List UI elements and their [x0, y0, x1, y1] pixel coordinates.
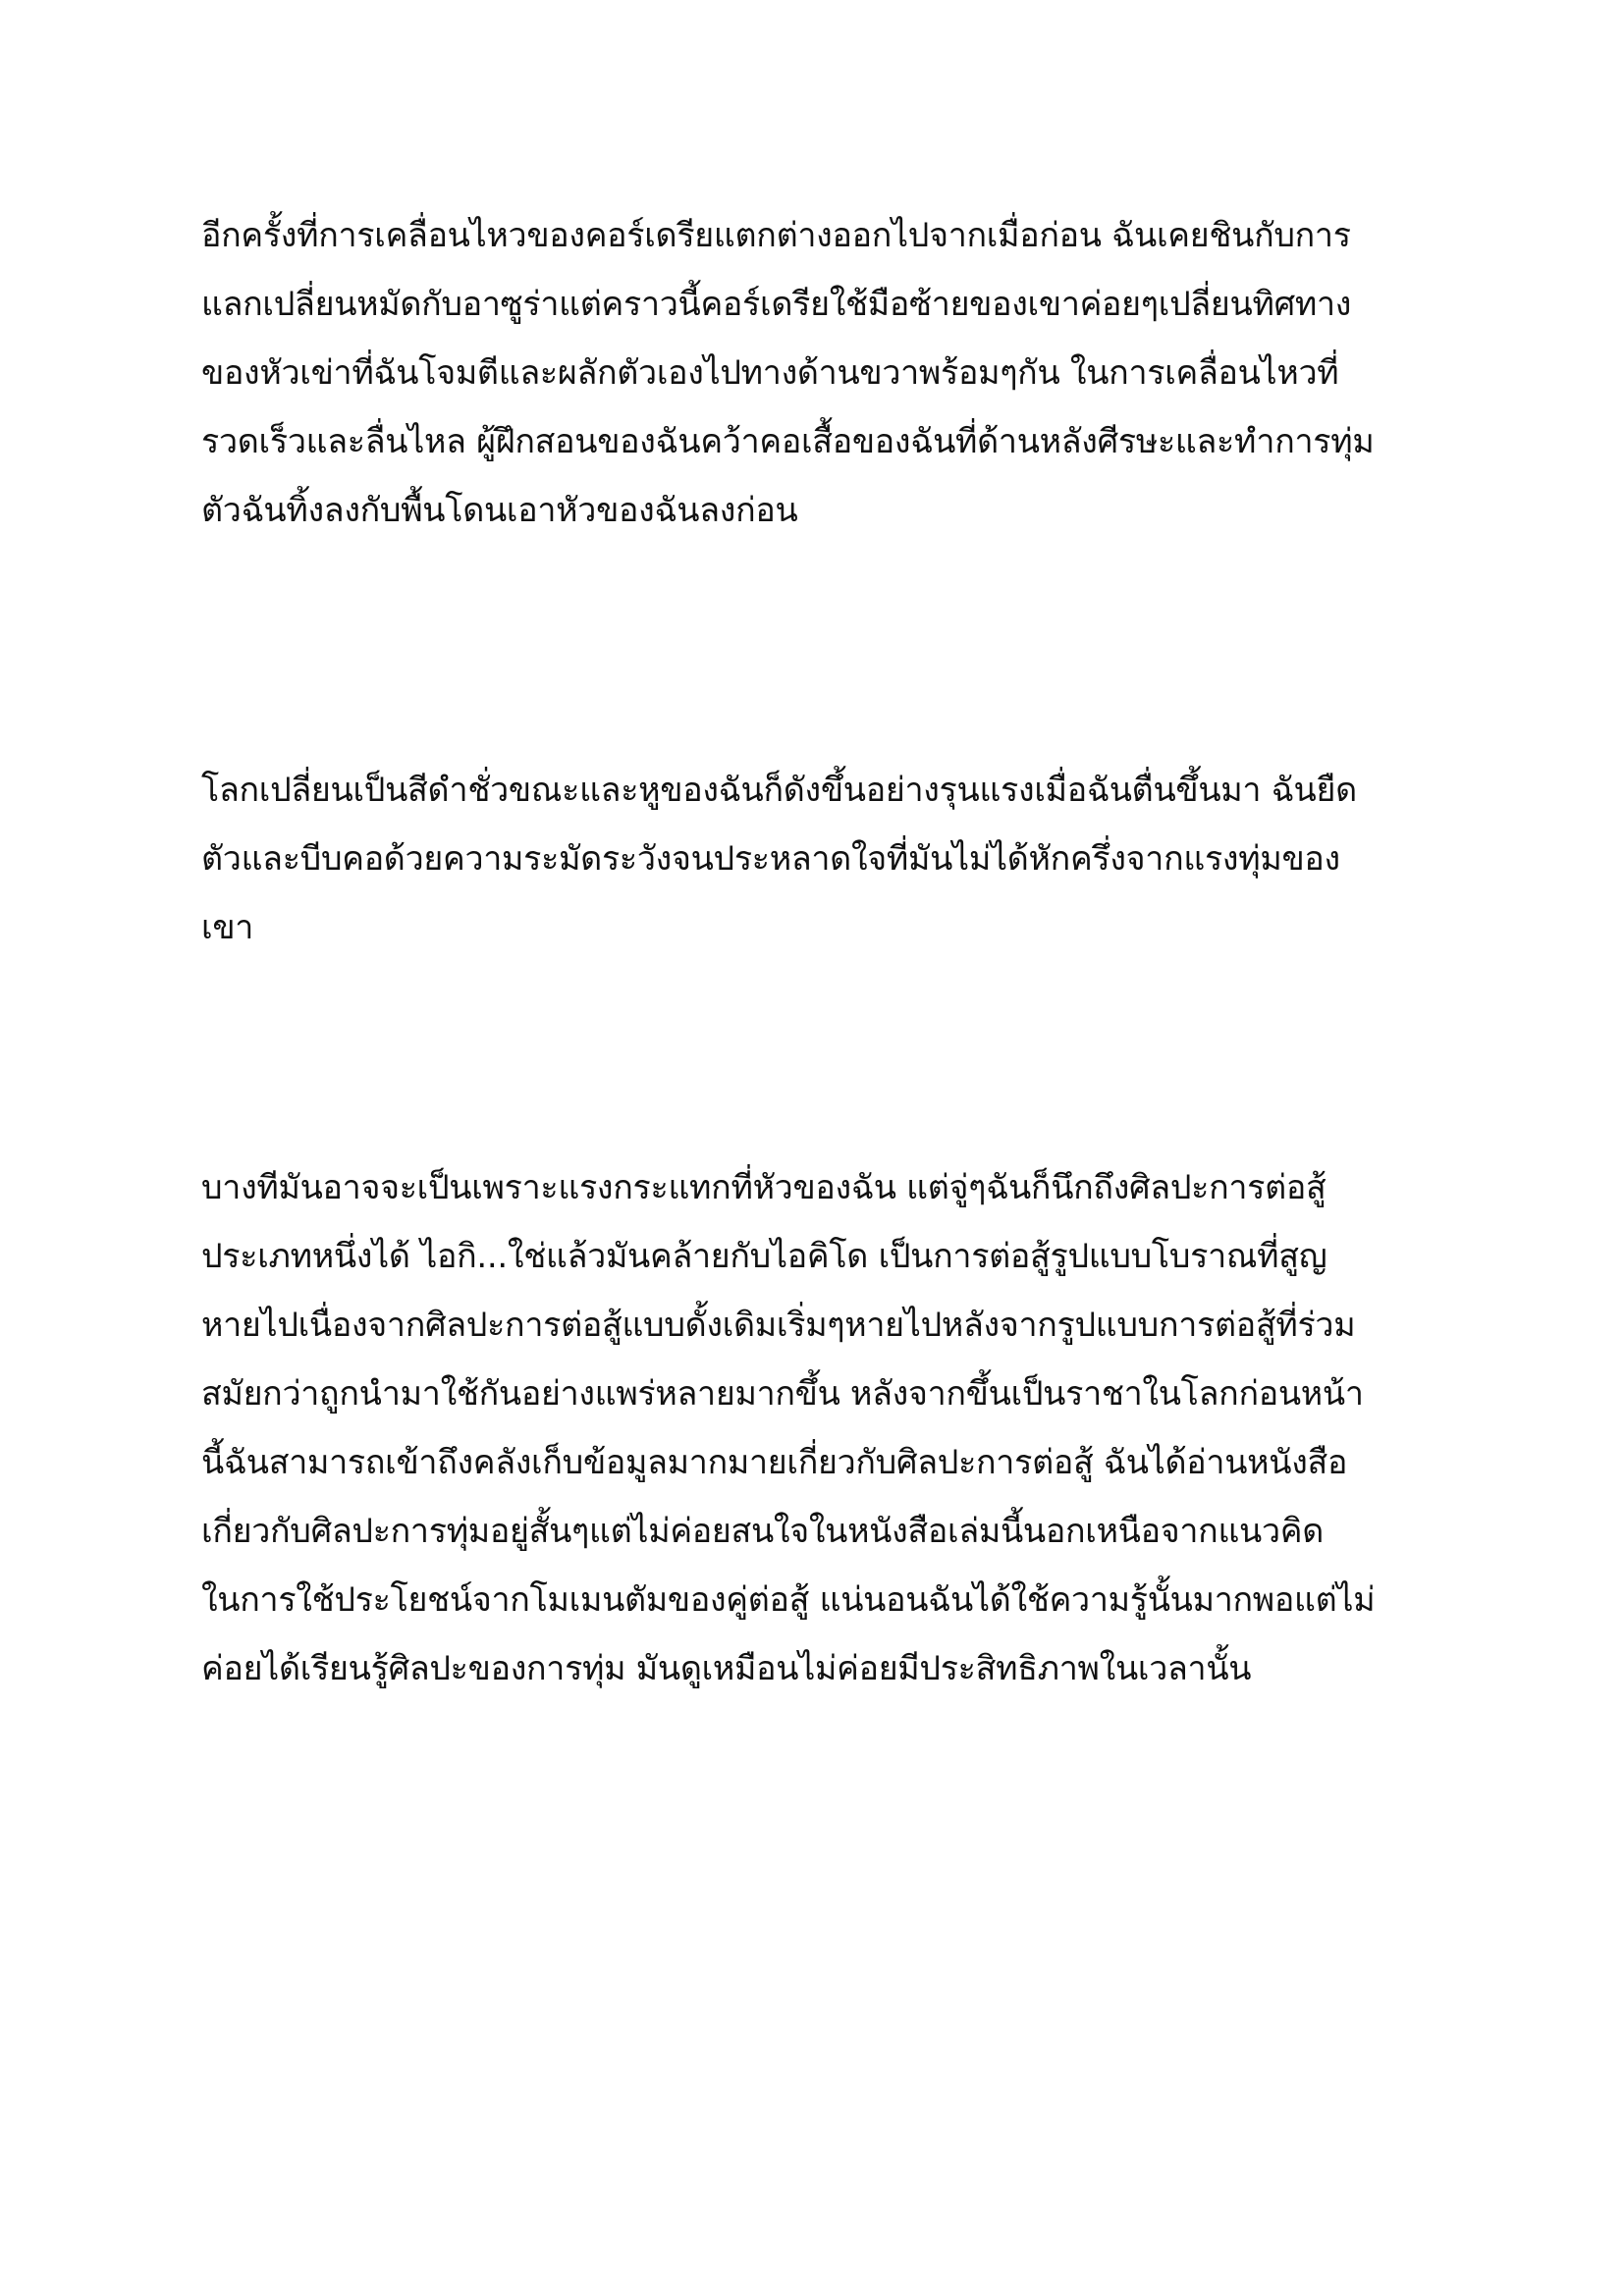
paragraph-line: ของหัวเข่าที่ฉันโจมตีและผลักตัวเองไปทางด้านขวาพร้อมๆกัน ในการเคลื่อนไหวที่ — [201, 353, 1339, 393]
paragraph-line: ตัวและบีบคอด้วยความระมัดระวังจนประหลาดใจที่มันไม่ได้หักครึ่งจากแรงทุ่มของ — [201, 839, 1340, 879]
paragraph-line: อีกครั้งที่การเคลื่อนไหวของคอร์เดรียแตกต่างออกไปจากเมื่อก่อน ฉันเคยชินกับการ — [201, 216, 1351, 255]
paragraph-1 — [201, 201, 1458, 545]
paragraph-line: นี้ฉันสามารถเข้าถึงคลังเก็บข้อมูลมากมายเกี่ยวกับศิลปะการต่อสู้ ฉันได้อ่านหนังสือ — [201, 1443, 1348, 1482]
paragraph-line: ในการใช้ประโยชน์จากโมเมนตัมของคู่ต่อสู้ แน่นอนฉันได้ใช้ความรู้นั้นมากพอแต่ไม่ — [201, 1580, 1376, 1620]
paragraph-line: ตัวฉันทิ้งลงกับพื้นโดนเอาหัวของฉันลงก่อน — [201, 491, 798, 530]
paragraph-line: ค่อยได้เรียนรู้ศิลปะของการทุ่ม มันดูเหมือนไม่ค่อยมีประสิทธิภาพในเวลานั้น — [201, 1649, 1252, 1688]
paragraph-3 — [201, 1153, 1458, 1703]
paragraph-line: แลกเปลี่ยนหมัดกับอาซูร่าแต่คราวนี้คอร์เดรียใช้มือซ้ายของเขาค่อยๆเปลี่ยนทิศทาง — [201, 285, 1352, 324]
paragraph-line: บางทีมันอาจจะเป็นเพราะแรงกระแทกที่หัวของฉัน แต่จู่ๆฉันก็นึกถึงศิลปะการต่อสู้ — [201, 1168, 1326, 1207]
paragraph-2 — [201, 756, 1458, 962]
paragraph-line: ประเภทหนึ่งได้ ไอกิ...ใช่แล้วมันคล้ายกับไอคิโด เป็นการต่อสู้รูปแบบโบราณที่สูญ — [201, 1237, 1327, 1276]
paragraph-line: สมัยกว่าถูกนำมาใช้กันอย่างแพร่หลายมากขึ้น หลังจากขึ้นเป็นราชาในโลกก่อนหน้า — [201, 1374, 1364, 1414]
paragraph-line: โลกเปลี่ยนเป็นสีดำชั่วขณะและหูของฉันก็ดังขึ้นอย่างรุนแรงเมื่อฉันตื่นขึ้นมา ฉันยืด — [201, 771, 1357, 810]
paragraph-line: หายไปเนื่องจากศิลปะการต่อสู้แบบดั้งเดิมเริ่มๆหายไปหลังจากรูปแบบการต่อสู้ที่ร่วม — [201, 1306, 1356, 1345]
paragraph-line: รวดเร็วและลื่นไหล ผู้ฝึกสอนของฉันคว้าคอเสื้อของฉันที่ด้านหลังศีรษะและทำการทุ่ม — [201, 422, 1375, 461]
paragraph-line: เกี่ยวกับศิลปะการทุ่มอยู่สั้นๆแต่ไม่ค่อยสนใจในหนังสือเล่มนี้นอกเหนือจากแนวคิด — [201, 1512, 1325, 1551]
paragraph-line: เขา — [201, 908, 254, 947]
